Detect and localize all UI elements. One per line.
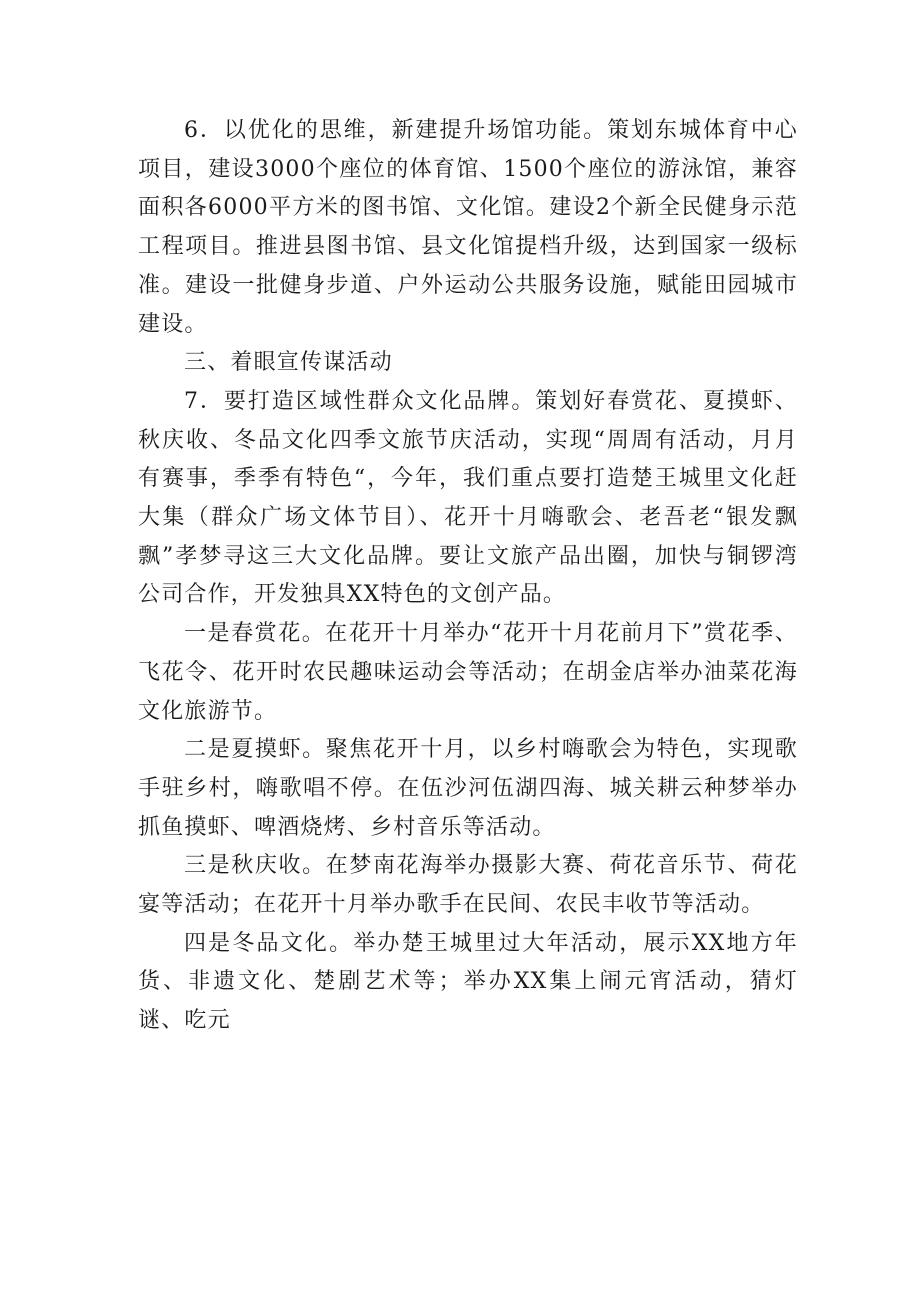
section-heading-promotion: 三、着眼宣传谋活动 (184, 350, 393, 376)
paragraph-cultural-brand: 7．要打造区域性群众文化品牌。策划好春赏花、夏摸虾、秋庆收、冬品文化四季文旅节庆活动，实现“周周有活动，月月有赛事，季季有特色“，今年，我们重点要打造楚王城里文化赶大集（群众广场文体节目）、花开十月嗨歌会、老吾老“银发飘飘”孝梦寻这三大文化品牌。要让文旅产品出圈，加快与铜锣湾公司合作，开发独具XX特色的文创产品。 (138, 388, 798, 608)
paragraph-autumn: 三是秋庆收。在梦南花海举办摄影大赛、荷花音乐节、荷花宴等活动；在花开十月举办歌手在民间、农民丰收节等活动。 (138, 853, 798, 918)
paragraph-venue-upgrade: 6．以优化的思维，新建提升场馆功能。策划东城体育中心项目，建设3000个座位的体育馆、1500个座位的游泳馆，兼容面积各6000平方米的图书馆、文化馆。建设2个新全民健身示范工程项目。推进县图书馆、县文化馆提档升级，达到国家一级标准。建设一批健身步道、户外运动公共服务设施，赋能田园城市建设。 (138, 118, 798, 337)
paragraph-spring: 一是春赏花。在花开十月举办“花开十月花前月下”赏花季、飞花令、花开时农民趣味运动会等活动；在胡金店举办油菜花海文化旅游节。 (138, 621, 798, 724)
document-body (138, 112, 798, 1041)
paragraph-summer: 二是夏摸虾。聚焦花开十月，以乡村嗨歌会为特色，实现歌手驻乡村，嗨歌唱不停。在伍沙河伍湖四海、城关耕云种梦举办抓鱼摸虾、啤酒烧烤、乡村音乐等活动。 (138, 737, 798, 840)
paragraph-winter: 四是冬品文化。举办楚王城里过大年活动，展示XX地方年货、非遗文化、楚剧艺术等；举办XX集上闹元宵活动，猜灯谜、吃元 (138, 930, 798, 1034)
